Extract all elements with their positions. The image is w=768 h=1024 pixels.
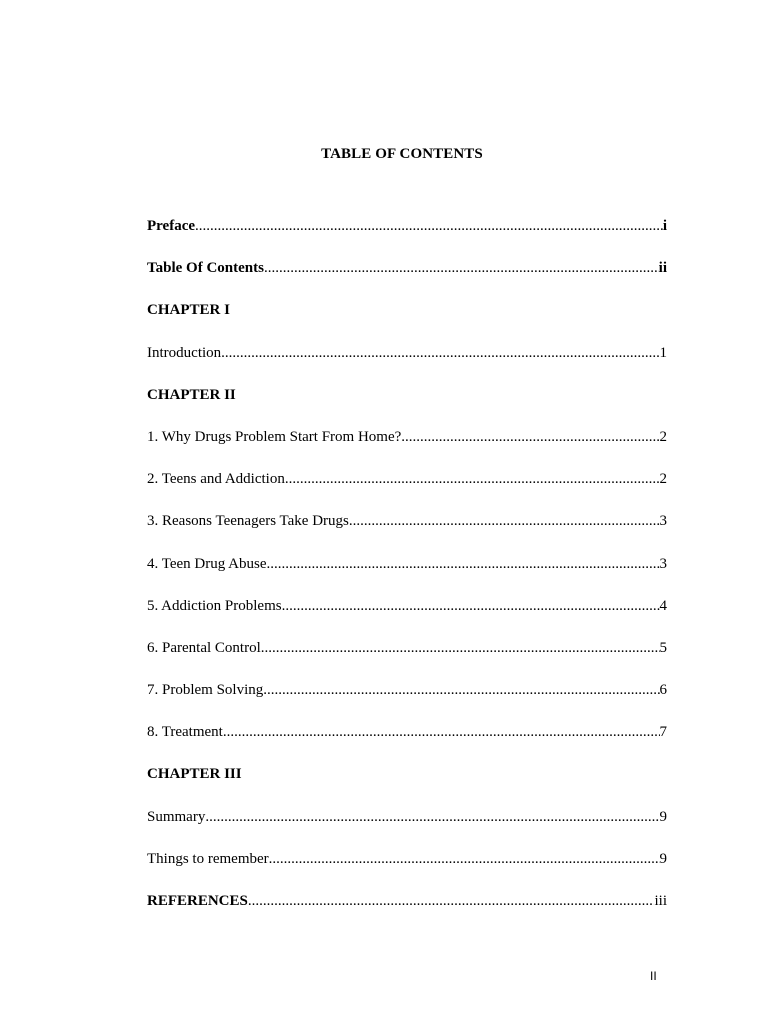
toc-entry-page: 7 [659, 724, 667, 741]
toc-entry [147, 807, 667, 849]
toc-entry-label: REFERENCES [147, 893, 248, 909]
toc-entry-page: 1 [659, 344, 667, 361]
toc-entry-label: CHAPTER II [147, 386, 236, 403]
toc-entry-table-of-contents [147, 258, 667, 300]
toc-entry [147, 511, 667, 553]
toc-entry [147, 427, 667, 469]
toc-entry [147, 680, 667, 722]
toc-entry [147, 554, 667, 596]
toc-leader-dots [248, 891, 655, 911]
toc-entry-label: Things to remember [147, 850, 269, 867]
toc-entry-page: 6 [659, 682, 667, 699]
toc-leader-dots [401, 427, 659, 447]
toc-entry-label: 4. Teen Drug Abuse [147, 555, 267, 572]
toc-entry-preface [147, 216, 667, 258]
toc-entry-page: 2 [659, 428, 667, 445]
toc-entry-label: 5. Addiction Problems [147, 597, 282, 614]
toc-entry-page: 2 [659, 471, 667, 488]
toc-leader-dots [195, 216, 663, 236]
toc-leader-dots [285, 469, 660, 489]
toc-chapter-heading [147, 764, 667, 806]
toc-leader-dots [263, 680, 659, 700]
toc-entry [147, 469, 667, 511]
toc-entry-label: 6. Parental Control [147, 639, 261, 656]
toc-entry-label: 7. Problem Solving [147, 682, 264, 699]
toc-entry-label: 2. Teens and Addiction [147, 471, 285, 488]
toc-leader-dots [261, 638, 660, 658]
toc-leader-dots [267, 554, 660, 574]
toc-entry-label: Summary [147, 808, 206, 825]
toc-entry-label: 8. Treatment [147, 724, 223, 741]
toc-entry-references [147, 891, 667, 933]
table-of-contents [147, 216, 667, 933]
toc-entry-label: Introduction [147, 344, 222, 361]
toc-entry [147, 596, 667, 638]
toc-entry-page: iii [654, 893, 667, 909]
page-title: TABLE OF CONTENTS [321, 146, 483, 162]
toc-chapter-heading [147, 385, 667, 427]
toc-leader-dots [349, 511, 660, 531]
toc-entry-page: 3 [659, 513, 667, 530]
toc-entry [147, 722, 667, 764]
toc-entry-page: 3 [659, 555, 667, 572]
toc-entry-page: 9 [659, 808, 667, 825]
toc-entry [147, 638, 667, 680]
toc-leader-dots [282, 596, 660, 616]
toc-entry-label: 3. Reasons Teenagers Take Drugs [147, 513, 349, 530]
toc-leader-dots [223, 722, 660, 742]
toc-entry-label: 1. Why Drugs Problem Start From Home? [147, 428, 402, 445]
toc-entry-page: ii [658, 260, 667, 277]
toc-leader-dots [264, 258, 659, 278]
toc-leader-dots [221, 343, 659, 363]
toc-leader-dots [269, 849, 660, 869]
toc-entry-label: Table Of Contents [147, 260, 264, 277]
toc-entry-page: i [662, 218, 667, 234]
toc-entry [147, 343, 667, 385]
toc-entry-label: CHAPTER III [147, 766, 242, 783]
toc-entry-page: 5 [659, 639, 667, 656]
page-number: II [650, 969, 657, 983]
toc-chapter-heading [147, 300, 667, 342]
toc-entry-page: 9 [659, 850, 667, 867]
toc-entry [147, 849, 667, 891]
toc-leader-dots [205, 807, 659, 827]
toc-entry-label: Preface [147, 218, 196, 234]
toc-entry-label: CHAPTER I [147, 302, 230, 319]
toc-entry-page: 4 [659, 597, 667, 614]
